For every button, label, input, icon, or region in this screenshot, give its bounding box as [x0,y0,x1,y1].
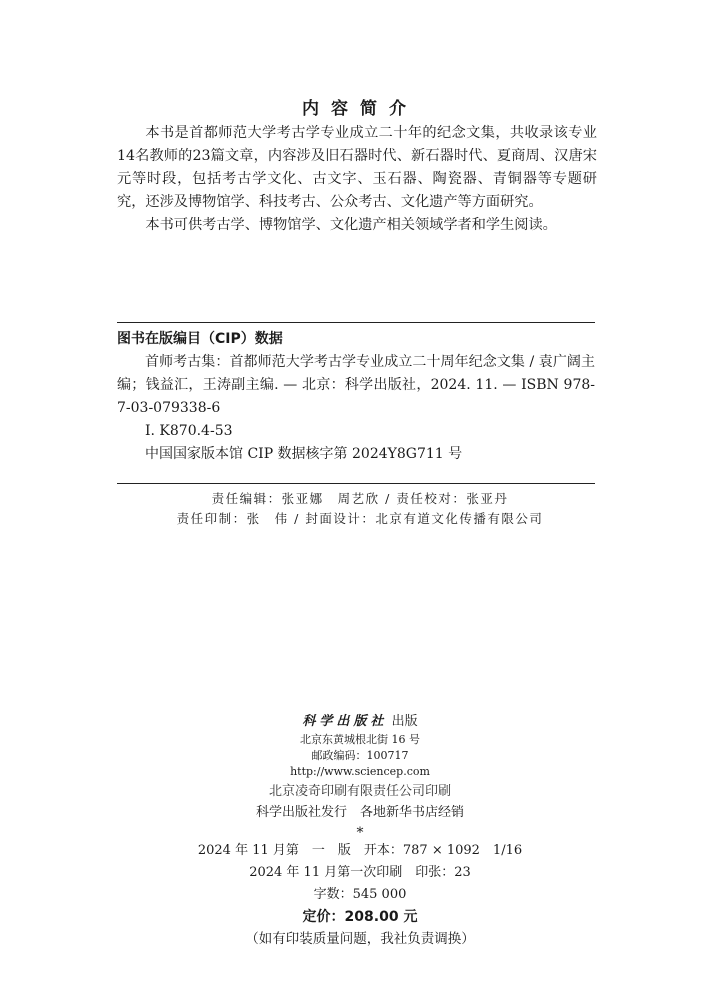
publisher-suffix: 出版 [387,714,418,729]
quality-notice: （如有印装质量问题，我社负责调换） [245,931,475,947]
distribution-line: 科学出版社发行 各地新华书店经销 [255,805,464,820]
intro-title: 内容简介 [302,99,418,119]
cip-top-rule [117,322,595,323]
imprint [0,712,720,950]
cip-record: 首师考古集：首都师范大学考古学专业成立二十周年纪念文集 / 袁广阔主编；钱益汇，王涛副主编. — 北京：科学出版社，2024. 11. — ISBN 978-7-03-079338-6 [117,354,595,416]
publisher-postcode: 邮政编码：100717 [311,749,409,762]
publisher-logo-text: 科学出版社 [302,714,388,729]
cip-approval: 中国国家版本馆 CIP 数据核字第 2024Y8G711 号 [145,446,463,462]
publisher-website: http://www.sciencep.com [290,765,430,778]
cip-class-number: Ⅰ. K870.4-53 [145,423,233,439]
credits [0,489,720,529]
edition-line: 2024 年 11 月第 一 版 开本：787 × 1092 1/16 [197,843,523,858]
credits-line-production: 责任印制：张 伟 / 封面设计：北京有道文化传播有限公司 [176,511,544,526]
cip-block [117,328,595,466]
intro-paragraph-2: 本书可供考古学、博物馆学、文化遗产相关领域学者和学生阅读。 [145,217,557,233]
price: 定价：208.00 元 [302,909,418,925]
printing-line: 2024 年 11 月第一次印刷 印张：23 [249,865,471,880]
cip-bottom-rule [117,483,595,484]
intro-paragraph-1: 本书是首都师范大学考古学专业成立二十年的纪念文集，共收录该专业14名教师的23篇文章，内容涉及旧石器时代、新石器时代、夏商周、汉唐宋元等时段，包括考古学文化、古文字、玉石器、陶瓷器、青铜器等专题研究，还涉及博物馆学、科技考古、公众考古、文化遗产等方面研究。 [117,125,597,210]
credits-line-editors: 责任编辑：张亚娜 周艺欣 / 责任校对：张亚丹 [211,491,509,506]
publisher-address: 北京东黄城根北街 16 号 [300,733,420,746]
word-count: 字数：545 000 [313,887,407,902]
publisher-line [0,712,720,732]
cip-heading: 图书在版编目（CIP）数据 [117,331,283,347]
separator-star: * [356,825,364,841]
printer-line: 北京凌奇印刷有限责任公司印刷 [268,784,451,799]
intro-section [117,122,597,237]
